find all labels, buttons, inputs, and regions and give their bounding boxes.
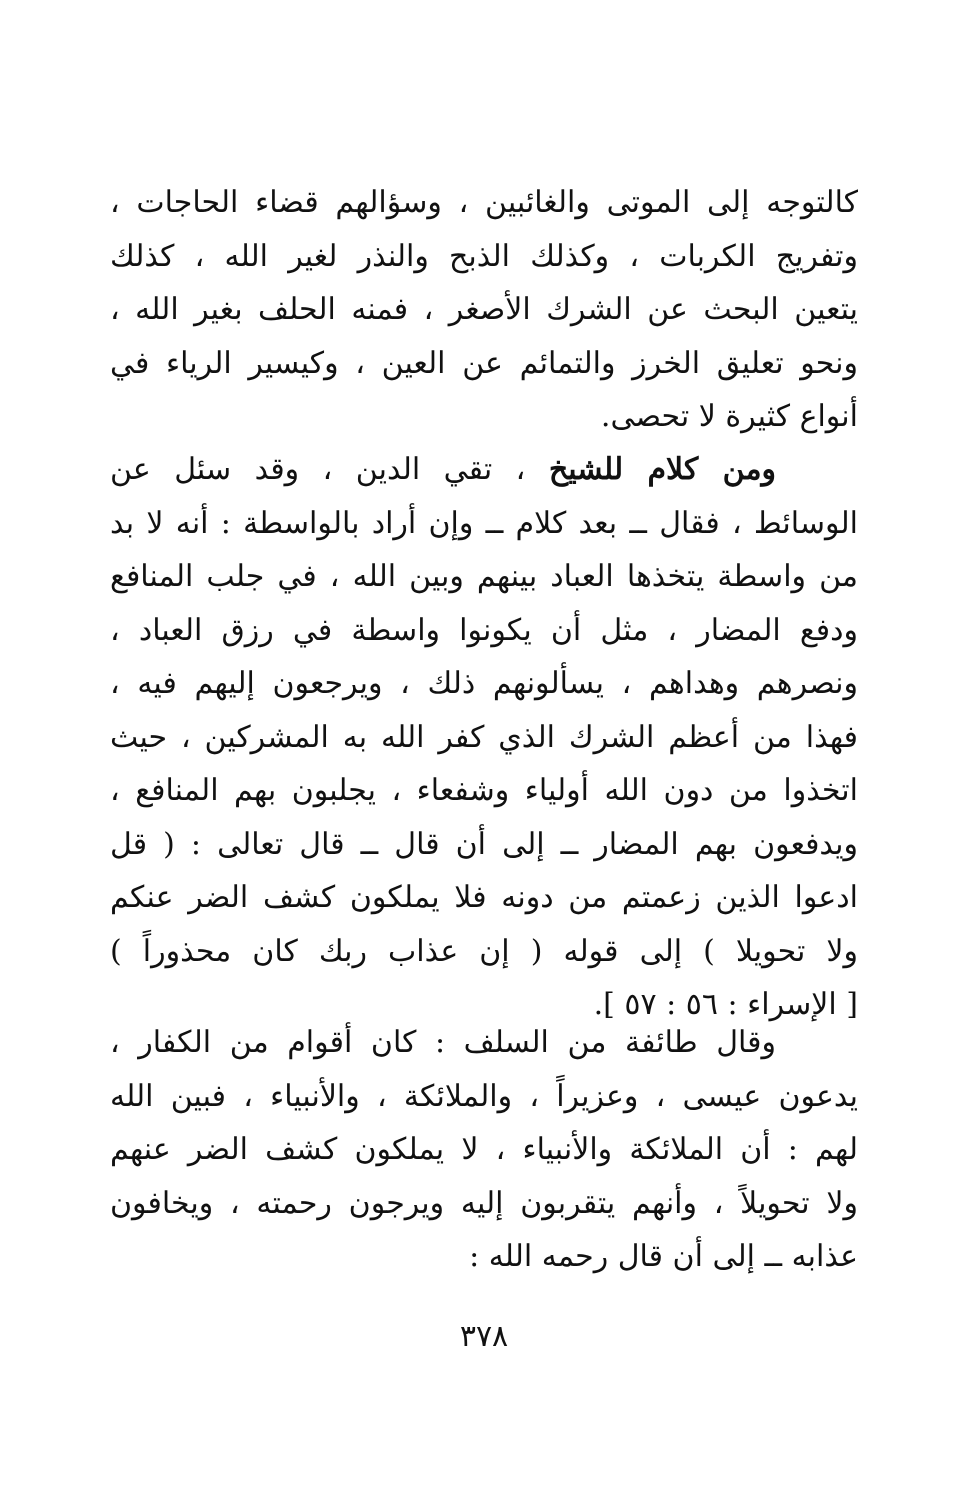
text-line: ويدفعون بهم المضار ــ إلى أن قال ــ قال تعالى : ( قل <box>110 826 858 862</box>
text-line: الوسائط ، فقال ــ بعد كلام ــ وإن أراد بالواسطة : أنه لا بد <box>110 505 858 541</box>
text-line: عذابه ــ إلى أن قال رحمه الله : <box>469 1239 858 1274</box>
page-number: ٣٧٨ <box>459 1319 509 1354</box>
text-line: وتفريج الكربات ، وكذلك الذبح والنذر لغير الله ، كذلك <box>110 238 858 274</box>
paragraph-3 <box>110 1016 858 1284</box>
text-line: كالتوجه إلى الموتى والغائبين ، وسؤالهم قضاء الحاجات ، <box>110 185 858 220</box>
text-line: فهذا من أعظم الشرك الذي كفر الله به المشركين ، حيث <box>110 719 858 755</box>
text-line: لهم : أن الملائكة والأنبياء ، لا يملكون كشف الضر عنهم <box>110 1132 858 1167</box>
text-line-first <box>110 443 858 497</box>
text-line: أنواع كثيرة لا تحصى. <box>600 399 858 434</box>
text-line-first: وقال طائفة من السلف : كان أقوام من الكفار ، <box>110 1025 776 1060</box>
text-line: ونحو تعليق الخرز والتمائم عن العين ، وكيسير الرياء في <box>110 345 858 381</box>
text-line: ولا تحويلا ) إلى قوله ( إن عذاب ربك كان محذوراً ) <box>110 933 858 969</box>
text-line: يتعين البحث عن الشرك الأصغر ، فمنه الحلف بغير الله ، <box>110 292 858 327</box>
paragraph-1 <box>110 176 858 444</box>
text-run: ، تقي الدين ، وقد سئل عن <box>110 452 526 487</box>
paragraph-2 <box>110 443 858 1032</box>
text-line: من واسطة يتخذها العباد بينهم وبين الله ، في جلب المنافع <box>110 559 858 594</box>
text-line: ولا تحويلاً ، وأنهم يتقربون إليه ويرجون رحمته ، ويخافون <box>110 1185 858 1221</box>
heading-run: ومن كلام للشيخ <box>548 452 777 487</box>
text-line: يدعون عيسى ، وعزيراً ، والملائكة ، والأنبياء ، فبين الله <box>110 1078 858 1114</box>
text-line: [ الإسراء : ٥٦ : ٥٧ ]. <box>593 987 858 1022</box>
text-line: ودفع المضار ، مثل أن يكونوا واسطة في رزق العباد ، <box>110 612 858 648</box>
text-line: ادعوا الذين زعمتم من دونه فلا يملكون كشف الضر عنكم <box>110 880 858 915</box>
text-line: ونصرهم وهداهم ، يسألونهم ذلك ، ويرجعون إليهم فيه ، <box>110 666 858 701</box>
text-line: اتخذوا من دون الله أولياء وشفعاء ، يجلبون بهم المنافع ، <box>110 773 858 808</box>
